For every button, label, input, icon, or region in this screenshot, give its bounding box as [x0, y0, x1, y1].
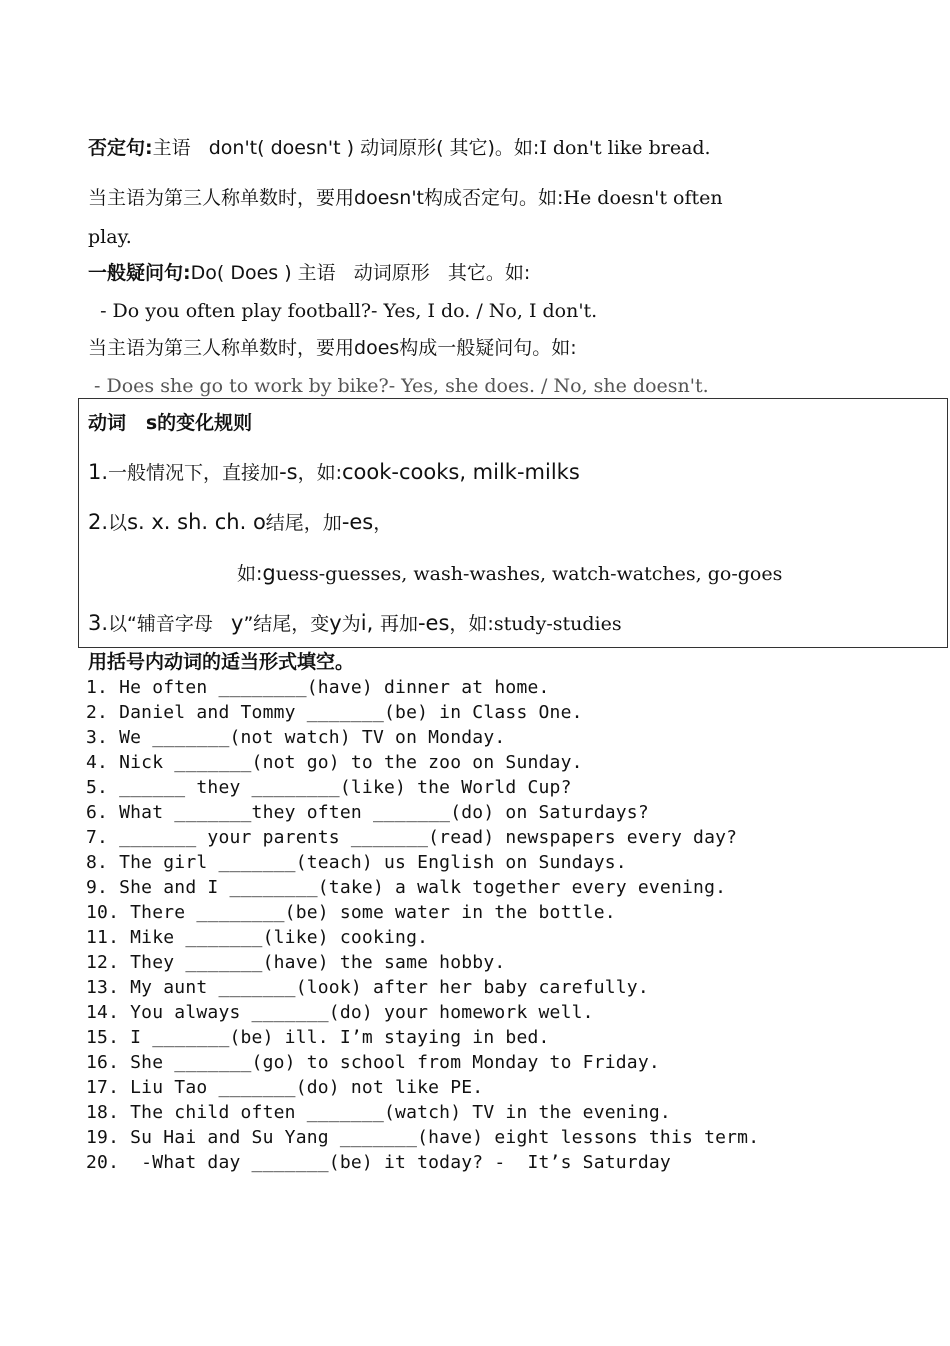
third-person-negative-text: 当主语为第三人称单数时，要用 [88, 187, 355, 209]
negative-sentence-rule [88, 136, 711, 160]
exercise-item-15: 15. I _______(be) ill. I’m staying in bed. [86, 1027, 550, 1048]
rule-3-text-2: ”结尾，变 [243, 613, 330, 635]
rule-2-example-b: g [262, 561, 276, 585]
negative-label: 否定句: [88, 137, 153, 159]
rule-box-title-b: s [145, 412, 158, 434]
third-person-negative-text-2: 构成否定句。如: [424, 187, 564, 209]
exercise-item-20: 20. -What day _______(be) it today? - It’s Saturday [86, 1152, 671, 1173]
exercise-item-7: 7. _______ your parents _______(read) newspapers every day? [86, 827, 738, 848]
rule-box-title [88, 411, 252, 435]
rule-3-y: y [231, 611, 244, 635]
rule-2-text: 以 [108, 512, 128, 534]
does-keyword: does [354, 337, 400, 359]
exercise-item-9: 9. She and I ________(take) a walk together every evening. [86, 877, 727, 898]
exercise-item-4: 4. Nick _______(not go) to the zoo on Sunday. [86, 752, 583, 773]
rule-1-text: 一般情况下，直接加 [108, 462, 280, 484]
negative-example: I don't like bread. [539, 137, 711, 159]
rule-3-i: i, [360, 611, 380, 635]
exercise-item-12: 12. They _______(have) the same hobby. [86, 952, 506, 973]
question-structure-b: 主语 动词原形 其它。如: [291, 262, 531, 284]
question-structure-a: Do( Does ) [190, 262, 292, 284]
question-rule [88, 261, 530, 285]
third-person-negative-example: He doesn't often [563, 187, 723, 209]
rule-2-example-c: uess-guesses, wash-washes, watch-watches, go-goes [275, 563, 783, 585]
exercise-item-3: 3. We _______(not watch) TV on Monday. [86, 727, 506, 748]
rule-3-y2: y [329, 611, 342, 635]
verb-s-rule-box [78, 398, 948, 648]
rule-1-suffix: -s [279, 460, 298, 484]
negative-structure-c: 动词原形( 其它)。如: [354, 137, 540, 159]
rule-3-example: study-studies [493, 613, 622, 635]
exercise-item-2: 2. Daniel and Tommy _______(be) in Class One. [86, 702, 583, 723]
exercise-item-13: 13. My aunt _______(look) after her baby carefully. [86, 977, 649, 998]
rule-3 [88, 611, 622, 636]
third-person-question-rule [88, 336, 577, 360]
exercise-item-11: 11. Mike _______(like) cooking. [86, 927, 429, 948]
rule-1-number: 1. [88, 460, 109, 484]
negative-structure-a: 主语 [152, 137, 209, 159]
rule-2-example-a: 如: [237, 563, 263, 585]
third-person-question-example: - Does she go to work by bike?- Yes, she does. / No, she doesn't. [88, 375, 709, 397]
rule-1-text-2: ，如: [297, 462, 342, 484]
exercise-item-19: 19. Su Hai and Su Yang _______(have) eight lessons this term. [86, 1127, 760, 1148]
question-label: 一般疑问句: [88, 262, 191, 284]
exercise-item-6: 6. What _______they often _______(do) on Saturdays? [86, 802, 649, 823]
third-person-question-text-2: 构成一般疑问句。如: [399, 337, 577, 359]
exercise-item-1: 1. He often ________(have) dinner at home. [86, 677, 550, 698]
third-person-question-text: 当主语为第三人称单数时，要用 [88, 337, 355, 359]
rule-3-text-4: 再加 [379, 613, 418, 635]
exercise-item-8: 8. The girl _______(teach) us English on Sundays. [86, 852, 627, 873]
exercise-item-14: 14. You always _______(do) your homework well. [86, 1002, 594, 1023]
doesnt-keyword: doesn't [354, 187, 425, 209]
rule-3-text-5: ，如: [449, 613, 494, 635]
rule-2-number: 2. [88, 510, 109, 534]
question-example: - Do you often play football?- Yes, I do. / No, I don't. [88, 300, 598, 322]
rule-box-title-c: 的变化规则 [157, 412, 253, 434]
rule-box-title-a: 动词 [88, 412, 146, 434]
exercise-item-16: 16. She _______(go) to school from Monday to Friday. [86, 1052, 660, 1073]
exercise-instruction: 用括号内动词的适当形式填空。 [88, 651, 355, 673]
exercise-item-5: 5. ______ they ________(like) the World Cup? [86, 777, 572, 798]
rule-2 [88, 510, 392, 535]
exercise-item-17: 17. Liu Tao _______(do) not like PE. [86, 1077, 484, 1098]
rule-1-example: cook-cooks, milk-milks [342, 460, 580, 484]
rule-2-text-2: 结尾，加 [265, 512, 342, 534]
third-person-negative-rule [88, 186, 723, 210]
rule-3-text-3: 为 [341, 613, 361, 635]
rule-2-letters: s. x. sh. ch. o [127, 510, 266, 534]
negative-structure-b: don't( doesn't ) [208, 137, 355, 159]
rule-2-example [237, 561, 782, 586]
exercise-item-18: 18. The child often _______(watch) TV in the evening. [86, 1102, 671, 1123]
rule-3-text: 以“辅音字母 [108, 613, 232, 635]
rule-3-suffix: -es [417, 611, 450, 635]
rule-1 [88, 460, 580, 485]
rule-2-suffix: -es [341, 510, 374, 534]
exercise-item-10: 10. There ________(be) some water in the bottle. [86, 902, 616, 923]
rule-3-number: 3. [88, 611, 109, 635]
third-person-negative-example-cont: play. [88, 226, 132, 248]
rule-2-text-3: ， [373, 512, 393, 534]
